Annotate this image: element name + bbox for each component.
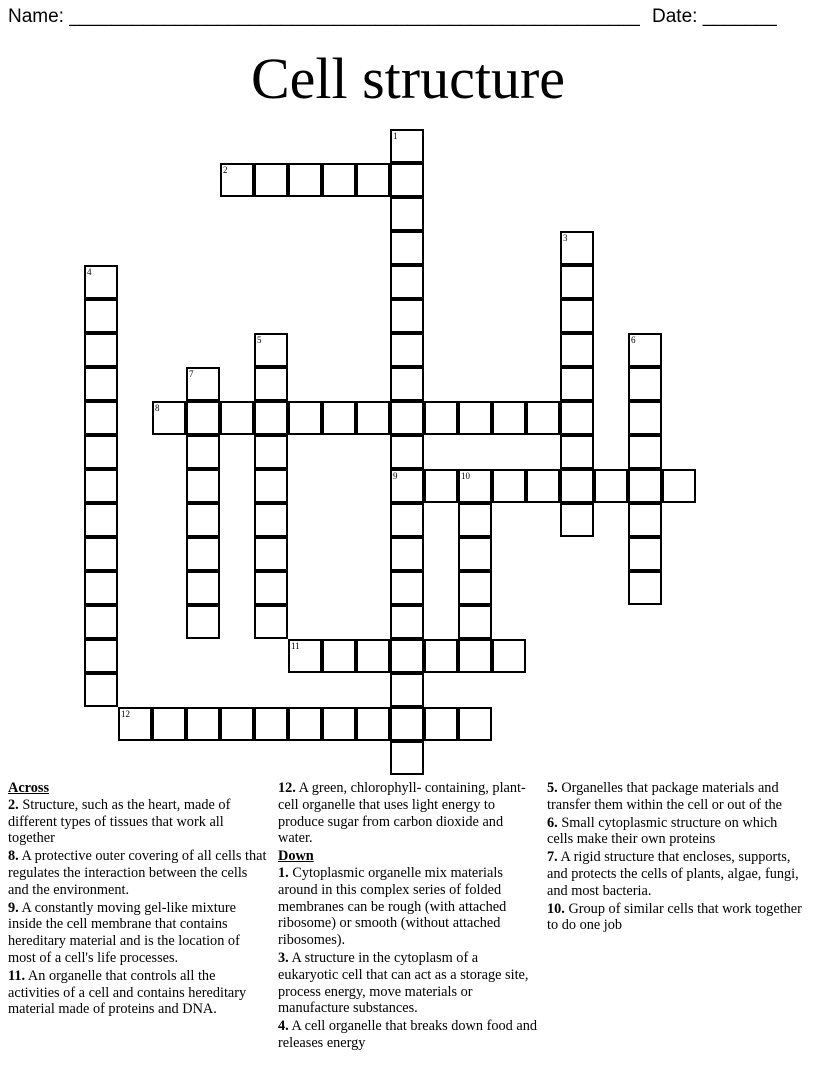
crossword-cell[interactable] bbox=[254, 571, 288, 605]
crossword-cell[interactable] bbox=[390, 741, 424, 775]
clue-number-label: 12 bbox=[121, 709, 130, 719]
crossword-cell[interactable] bbox=[254, 707, 288, 741]
down-clue-7: 7. A rigid structure that encloses, supports, and protects the cells of plants, algae, fungi, and most bacteria. bbox=[547, 849, 799, 899]
across-clue-11: 11. An organelle that controls all the activities of a cell and contains hereditary material made of proteins and DNA. bbox=[8, 967, 247, 1018]
crossword-cell[interactable] bbox=[628, 469, 662, 503]
clue-number-label: 8 bbox=[155, 403, 160, 413]
crossword-cell[interactable] bbox=[84, 435, 118, 469]
crossword-cell[interactable] bbox=[254, 605, 288, 639]
crossword-cell[interactable] bbox=[84, 469, 118, 503]
crossword-cell[interactable] bbox=[288, 401, 322, 435]
crossword-cell[interactable] bbox=[356, 639, 390, 673]
down-clue-5: 5. Organelles that package materials and transfer them within the cell or out of the bbox=[547, 780, 783, 813]
crossword-cell[interactable] bbox=[560, 469, 594, 503]
crossword-cell[interactable] bbox=[254, 469, 288, 503]
crossword-cell[interactable] bbox=[84, 503, 118, 537]
down-heading: Down bbox=[278, 848, 314, 865]
crossword-cell[interactable] bbox=[84, 401, 118, 435]
crossword-cell[interactable] bbox=[186, 469, 220, 503]
crossword-cell[interactable] bbox=[254, 163, 288, 197]
clue-number-label: 9 bbox=[393, 471, 398, 481]
crossword-cell[interactable] bbox=[84, 333, 118, 367]
clue-number-label: 10 bbox=[461, 471, 470, 481]
crossword-cell[interactable] bbox=[390, 673, 424, 707]
crossword-cell[interactable] bbox=[458, 571, 492, 605]
across-heading: Across bbox=[8, 780, 50, 796]
crossword-cell[interactable] bbox=[560, 435, 594, 469]
crossword-cell[interactable] bbox=[84, 367, 118, 401]
across-clue-12: 12. A green, chlorophyll- containing, plant-cell organelle that uses light energy to produce sugar from carbon dioxide and water. bbox=[278, 780, 526, 847]
crossword-cell[interactable] bbox=[356, 707, 390, 741]
page-title: Cell structure bbox=[250, 46, 566, 111]
clue-number-label: 7 bbox=[189, 369, 194, 379]
crossword-cell[interactable] bbox=[186, 435, 220, 469]
crossword-cell[interactable] bbox=[322, 163, 356, 197]
crossword-cell[interactable] bbox=[628, 435, 662, 469]
crossword-cell[interactable] bbox=[628, 537, 662, 571]
crossword-cell[interactable] bbox=[288, 163, 322, 197]
crossword-cell[interactable] bbox=[390, 367, 424, 401]
crossword-cell[interactable] bbox=[186, 605, 220, 639]
crossword-cell[interactable] bbox=[390, 265, 424, 299]
crossword-cell[interactable] bbox=[390, 537, 424, 571]
crossword-cell[interactable] bbox=[186, 503, 220, 537]
crossword-cell[interactable] bbox=[220, 707, 254, 741]
crossword-cell[interactable] bbox=[628, 571, 662, 605]
crossword-cell[interactable] bbox=[560, 503, 594, 537]
clue-number-label: 4 bbox=[87, 267, 92, 277]
crossword-cell[interactable] bbox=[254, 401, 288, 435]
crossword-cell[interactable] bbox=[492, 469, 526, 503]
crossword-cell[interactable] bbox=[390, 299, 424, 333]
crossword-cell[interactable] bbox=[152, 707, 186, 741]
crossword-cell[interactable] bbox=[492, 639, 526, 673]
crossword-cell[interactable] bbox=[390, 707, 424, 741]
down-clue-1: 1. Cytoplasmic organelle mix materials around in this complex series of folded membranes can be rough (with attached ribosome) or smooth (without attached ribosomes). bbox=[278, 864, 507, 949]
down-clue-10: 10. Group of similar cells that work together to do one job bbox=[547, 900, 802, 934]
crossword-cell[interactable] bbox=[390, 571, 424, 605]
down-clue-4: 4. A cell organelle that breaks down food and releases energy bbox=[278, 1018, 538, 1051]
down-clue-6: 6. Small cytoplasmic structure on which cells make their own proteins bbox=[547, 814, 778, 848]
clue-number-label: 11 bbox=[291, 641, 300, 651]
down-clue-3: 3. A structure in the cytoplasm of a eukaryotic cell that can act as a storage site, process energy, move materials or manufacture substances. bbox=[278, 949, 529, 1017]
crossword-cell[interactable] bbox=[390, 605, 424, 639]
crossword-cell[interactable] bbox=[526, 401, 560, 435]
crossword-cell[interactable] bbox=[322, 707, 356, 741]
clues-column-3 bbox=[547, 780, 807, 935]
crossword-cell[interactable] bbox=[390, 231, 424, 265]
crossword-cell[interactable] bbox=[526, 469, 560, 503]
crossword-cell[interactable] bbox=[560, 265, 594, 299]
crossword-cell[interactable] bbox=[492, 401, 526, 435]
crossword-cell[interactable] bbox=[424, 469, 458, 503]
clue-number-label: 2 bbox=[223, 165, 228, 175]
crossword-cell[interactable] bbox=[458, 639, 492, 673]
crossword-cell[interactable] bbox=[220, 401, 254, 435]
crossword-cell[interactable] bbox=[84, 605, 118, 639]
crossword-cell[interactable] bbox=[458, 401, 492, 435]
clues-column-1 bbox=[8, 780, 270, 1019]
crossword-cell[interactable] bbox=[84, 537, 118, 571]
crossword-cell[interactable] bbox=[84, 571, 118, 605]
crossword-cell[interactable] bbox=[84, 673, 118, 707]
crossword-cell[interactable] bbox=[390, 333, 424, 367]
crossword-cell[interactable] bbox=[424, 401, 458, 435]
clue-number-label: 1 bbox=[393, 131, 398, 141]
clue-number-label: 5 bbox=[257, 335, 262, 345]
name-field-label: Name: ______________________________________________________ bbox=[8, 6, 640, 27]
across-clue-9: 9. A constantly moving gel-like mixture inside the cell membrane that contains hereditary material and is the location of most of a cell's life processes. bbox=[8, 899, 240, 966]
crossword-cell[interactable] bbox=[458, 707, 492, 741]
crossword-cell[interactable] bbox=[390, 503, 424, 537]
crossword-cell[interactable] bbox=[322, 401, 356, 435]
crossword-cell[interactable] bbox=[84, 639, 118, 673]
date-field-label: Date: _______ bbox=[652, 6, 777, 27]
crossword-cell[interactable] bbox=[186, 571, 220, 605]
crossword-cell[interactable] bbox=[560, 367, 594, 401]
crossword-cell[interactable] bbox=[254, 503, 288, 537]
crossword-cell[interactable] bbox=[390, 639, 424, 673]
crossword-cell[interactable] bbox=[390, 435, 424, 469]
crossword-cell[interactable] bbox=[560, 333, 594, 367]
crossword-cell[interactable] bbox=[288, 707, 322, 741]
crossword-cell[interactable] bbox=[560, 299, 594, 333]
crossword-cell[interactable] bbox=[628, 401, 662, 435]
crossword-cell[interactable] bbox=[356, 401, 390, 435]
crossword-cell[interactable] bbox=[356, 163, 390, 197]
crossword-cell[interactable] bbox=[560, 401, 594, 435]
crossword-cell[interactable] bbox=[84, 299, 118, 333]
crossword-cell[interactable] bbox=[628, 367, 662, 401]
crossword-cell[interactable] bbox=[390, 401, 424, 435]
crossword-cell[interactable] bbox=[390, 197, 424, 231]
crossword-cell[interactable] bbox=[322, 639, 356, 673]
across-clue-8: 8. A protective outer covering of all cells that regulates the interaction between the cells and the environment. bbox=[8, 848, 267, 898]
clue-number-label: 6 bbox=[631, 335, 636, 345]
crossword-cell[interactable] bbox=[662, 469, 696, 503]
crossword-cell[interactable] bbox=[186, 401, 220, 435]
clues-column-2 bbox=[278, 780, 540, 1053]
crossword-cell[interactable] bbox=[186, 707, 220, 741]
crossword-cell[interactable] bbox=[254, 435, 288, 469]
crossword-cell[interactable] bbox=[254, 367, 288, 401]
clue-number-label: 3 bbox=[563, 233, 568, 243]
crossword-cell[interactable] bbox=[424, 639, 458, 673]
crossword-cell[interactable] bbox=[458, 503, 492, 537]
crossword-cell[interactable] bbox=[458, 537, 492, 571]
crossword-cell[interactable] bbox=[424, 707, 458, 741]
crossword-cell[interactable] bbox=[186, 537, 220, 571]
crossword-cell[interactable] bbox=[628, 503, 662, 537]
across-clue-2: 2. Structure, such as the heart, made of different types of tissues that work all together bbox=[8, 796, 231, 847]
crossword-cell[interactable] bbox=[458, 605, 492, 639]
crossword-cell[interactable] bbox=[594, 469, 628, 503]
crossword-cell[interactable] bbox=[390, 163, 424, 197]
crossword-cell[interactable] bbox=[254, 537, 288, 571]
